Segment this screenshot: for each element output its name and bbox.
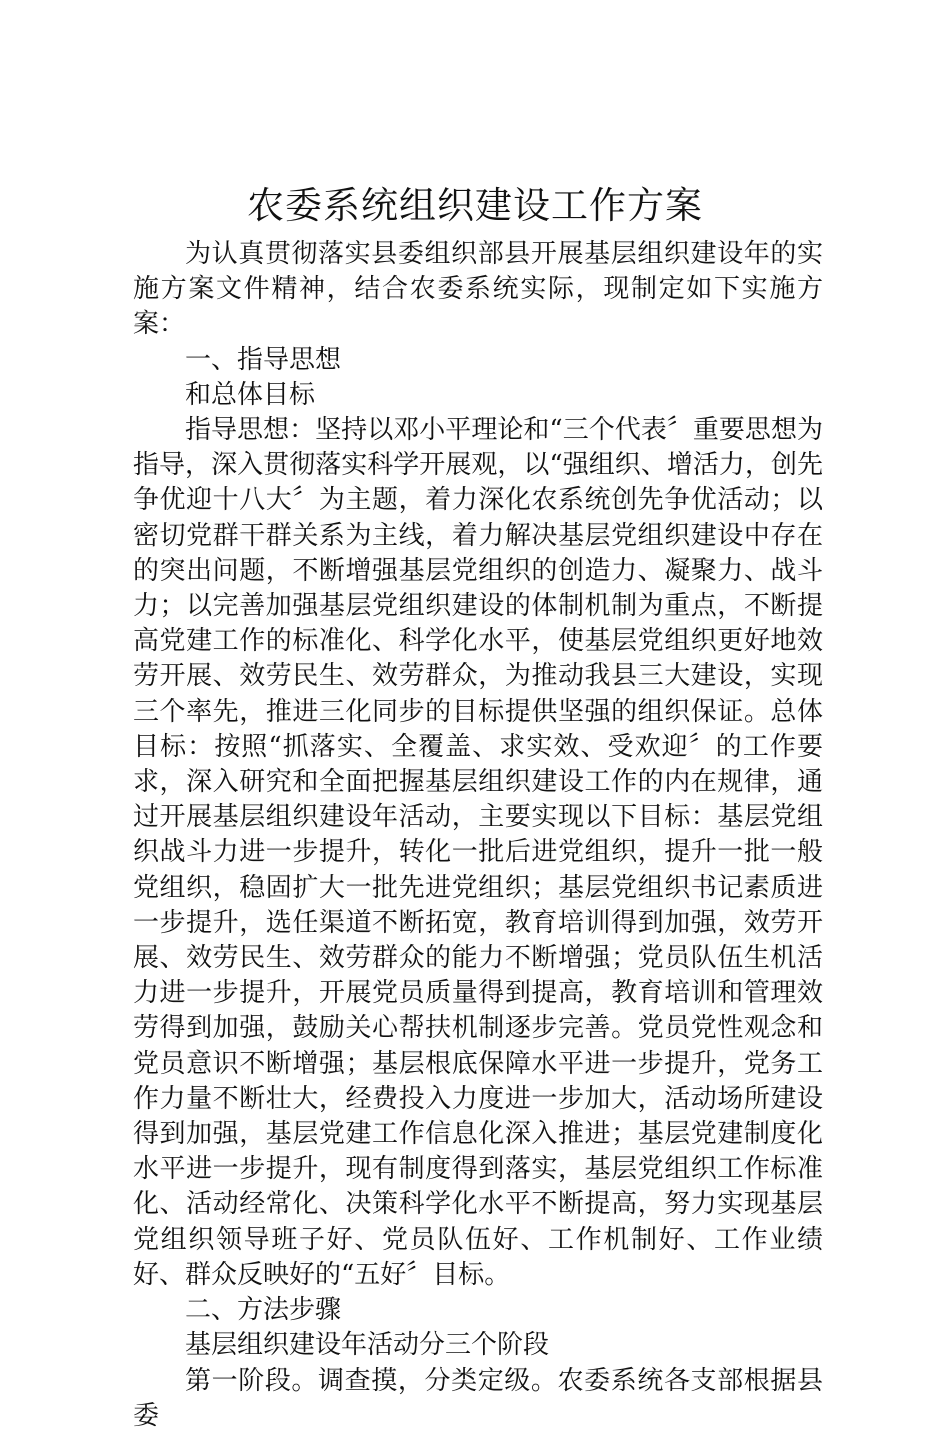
intro-paragraph: 为认真贯彻落实县委组织部县开展基层组织建设年的实施方案文件精神，结合农委系统实际，现制定如下实施方案： [133, 239, 823, 340]
section-heading-guiding-thought: 一、指导思想 [185, 344, 342, 375]
document-body [133, 237, 823, 1434]
guiding-thought-paragraph: 指导思想：坚持以邓小平理论和“三个代表〞重要思想为指导，深入贯彻落实科学开展观，以“强组织、增活力，创先争优迎十八大〞为主题，着力深化农系统创先争优活动；以密切党群干群关系为主线，着力解决基层党组织建设中存在的突出问题，不断增强基层党组织的创造力、凝聚力、战斗力；以完善加强基层党组织建设的体制机制为重点，不断提高党建工作的标准化、科学化水平，使基层党组织更好地效劳开展、效劳民生、效劳群众，为推动我县三大建设，实现三个率先，推进三化同步的目标提供坚强的组织保证。总体目标：按照“抓落实、全覆盖、求实效、受欢迎〞的工作要求，深入研究和全面把握基层组织建设工作的内在规律，通过开展基层组织建设年活动，主要实现以下目标：基层党组织战斗力进一步提升，转化一批后进党组织，提升一批一般党组织，稳固扩大一批先进党组织；基层党组织书记素质进一步提升，选任渠道不断拓宽，教育培训得到加强，效劳开展、效劳民生、效劳群众的能力不断增强；党员队伍生机活力进一步提升，开展党员质量得到提高，教育培训和管理效劳得到加强，鼓励关心帮扶机制逐步完善。党员党性观念和党员意识不断增强；基层根底保障水平进一步提升，党务工作力量不断壮大，经费投入力度进一步加大，活动场所建设得到加强，基层党建工作信息化深入推进；基层党建制度化水平进一步提升，现有制度得到落实，基层党组织工作标准化、活动经常化、决策科学化水平不断提高，努力实现基层党组织领导班子好、党员队伍好、工作机制好、工作业绩好、群众反映好的“五好〞目标。 [133, 415, 823, 1290]
section-heading-overall-goal: 和总体目标 [185, 379, 316, 410]
stages-intro-paragraph: 基层组织建设年活动分三个阶段 [185, 1330, 550, 1361]
document-title: 农委系统组织建设工作方案 [247, 184, 703, 227]
section-heading-methods-steps: 二、方法步骤 [185, 1295, 342, 1326]
first-stage-paragraph: 第一阶段。调查摸，分类定级。农委系统各支部根据县委 [133, 1365, 823, 1431]
